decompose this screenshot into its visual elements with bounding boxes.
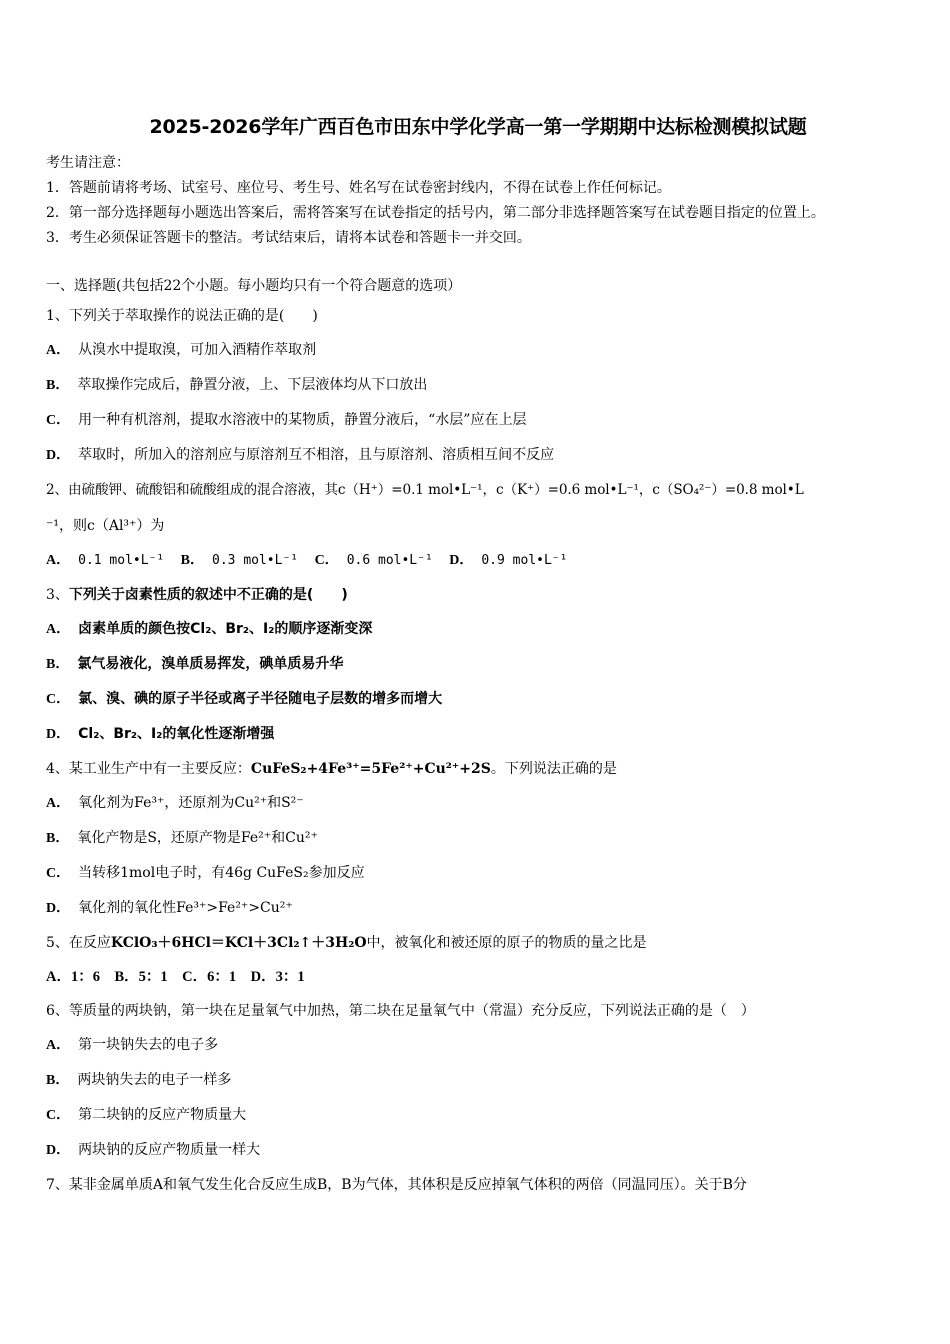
question-6-option-a: A． 第一块钠失去的电子多	[46, 1037, 219, 1053]
question-2-options	[46, 548, 910, 573]
notice-item-1: 1．答题前请将考场、试室号、座位号、考生号、姓名写在试卷密封线内，不得在试卷上作任何标记。	[46, 180, 671, 196]
question-3-option-d: D． Cl₂、Br₂、I₂的氧化性逐渐增强	[46, 726, 275, 742]
question-1-stem: 1、下列关于萃取操作的说法正确的是( )	[46, 308, 318, 324]
question-5-formula: KClO₃＋6HCl＝KCl＋3Cl₂↑＋3H₂O	[110, 935, 367, 951]
notice-heading: 考生请注意：	[46, 155, 130, 171]
question-2-option-d: D． 0.9 mol•L⁻¹	[449, 553, 568, 568]
section-title: 一、选择题(共包括22个小题。每小题均只有一个符合题意的选项）	[46, 278, 462, 294]
question-2-stem-line2: ⁻¹，则c（Al³⁺）为	[46, 518, 165, 534]
question-1-option-a: A． 从溴水中提取溴，可加入酒精作萃取剂	[46, 342, 317, 358]
question-1-option-c: C． 用一种有机溶剂，提取水溶液中的某物质，静置分液后，“水层”应在上层	[46, 412, 527, 428]
question-6-option-c: C． 第二块钠的反应产物质量大	[46, 1107, 247, 1123]
question-4-stem: 4、某工业生产中有一主要反应：CuFeS₂+4Fe³⁺=5Fe²⁺+Cu²⁺+2S。下列说法正确的是	[46, 761, 617, 777]
question-6-option-d: D． 两块钠的反应产物质量一样大	[46, 1142, 261, 1158]
question-7-stem: 7、某非金属单质A和氧气发生化合反应生成B，B为气体，其体积是反应掉氧气体积的两倍（同温同压）。关于B分	[46, 1177, 747, 1193]
question-2-option-a: A． 0.1 mol•L⁻¹	[46, 553, 165, 568]
question-4-formula: CuFeS₂+4Fe³⁺=5Fe²⁺+Cu²⁺+2S	[250, 761, 491, 777]
question-4-option-d: D． 氧化剂的氧化性Fe³⁺>Fe²⁺>Cu²⁺	[46, 900, 293, 916]
question-4-option-a: A． 氧化剂为Fe³⁺，还原剂为Cu²⁺和S²⁻	[46, 795, 304, 811]
question-5-options: A．1：6 B．5：1 C．6：1 D．3：1	[46, 969, 305, 985]
exam-page	[46, 112, 910, 1197]
question-1-option-d: D． 萃取时，所加入的溶剂应与原溶剂互不相溶，且与原溶剂、溶质相互间不反应	[46, 447, 555, 463]
notice-item-2: 2．第一部分选择题每小题选出答案后，需将答案写在试卷指定的括号内，第二部分非选择题答案写在试卷题目指定的位置上。	[46, 205, 825, 221]
question-1-option-b: B． 萃取操作完成后，静置分液，上、下层液体均从下口放出	[46, 377, 428, 393]
question-2-stem	[46, 478, 910, 538]
question-6-stem: 6、等质量的两块钠，第一块在足量氧气中加热，第二块在足量氧气中（常温）充分反应，下列说法正确的是（ ）	[46, 1003, 755, 1019]
question-4-option-c: C． 当转移1mol电子时，有46g CuFeS₂参加反应	[46, 865, 365, 881]
question-4-option-b: B． 氧化产物是S，还原产物是Fe²⁺和Cu²⁺	[46, 830, 318, 846]
question-2-stem-line1: 2、由硫酸钾、硫酸铝和硫酸组成的混合溶液，其c（H⁺）=0.1 mol•L⁻¹，c（K⁺）=0.6 mol•L⁻¹，c（SO₄²⁻）=0.8 mol•L	[46, 482, 804, 498]
question-5-stem: 5、在反应KClO₃＋6HCl＝KCl＋3Cl₂↑＋3H₂O中，被氧化和被还原的原子的物质的量之比是	[46, 935, 647, 951]
question-3-option-b: B． 氯气易液化，溴单质易挥发，碘单质易升华	[46, 656, 344, 672]
question-3-option-a: A． 卤素单质的颜色按Cl₂、Br₂、I₂的顺序逐渐变深	[46, 621, 373, 637]
question-2-option-b: B． 0.3 mol•L⁻¹	[180, 553, 299, 568]
notice-item-3: 3．考生必须保证答题卡的整洁。考试结束后，请将本试卷和答题卡一并交回。	[46, 230, 531, 246]
question-3-option-c: C． 氯、溴、碘的原子半径或离子半径随电子层数的增多而增大	[46, 691, 443, 707]
question-6-option-b: B． 两块钠失去的电子一样多	[46, 1072, 232, 1088]
exam-title: 2025-2026学年广西百色市田东中学化学高一第一学期期中达标检测模拟试题	[149, 116, 807, 138]
question-2-option-c: C． 0.6 mol•L⁻¹	[314, 553, 433, 568]
question-3-stem: 3、下列关于卤素性质的叙述中不正确的是( )	[46, 587, 348, 603]
